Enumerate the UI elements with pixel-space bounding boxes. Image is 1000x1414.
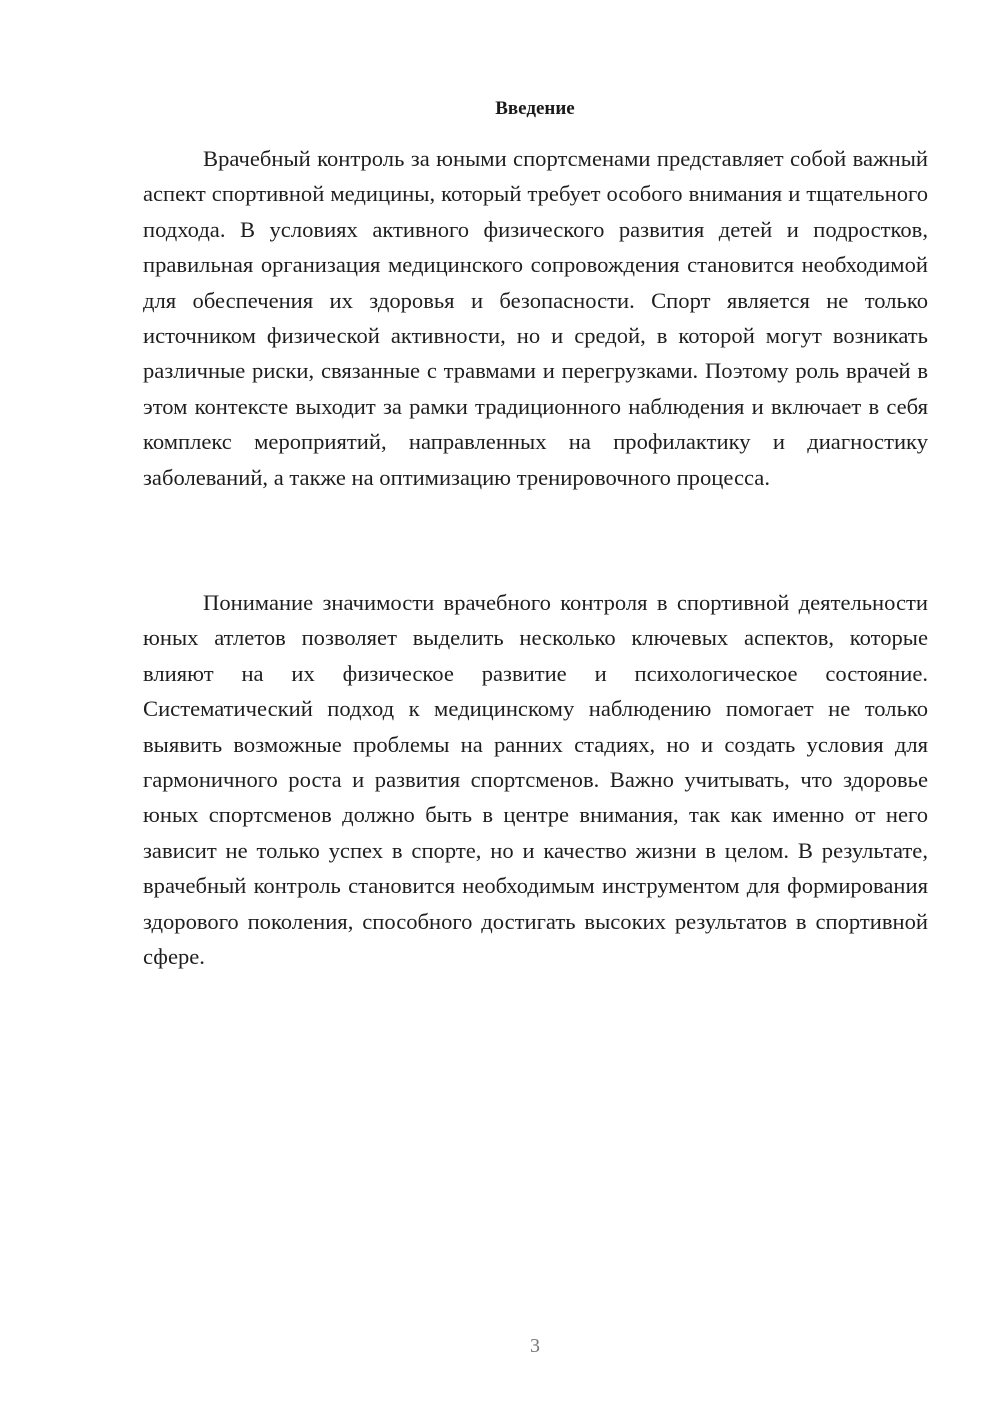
paragraph-1: Врачебный контроль за юными спортсменами представляет собой важный аспект спортивной медицины, который требует особого внимания и тщательного подхода. В условиях активного физического развития детей и подростков, правильная организация медицинского сопровождения становится необходимой для обеспечения их здоровья и безопасности. Спорт является не только источником физической активности, но и средой, в которой могут возникать различные риски, связанные с травмами и перегрузками. Поэтому роль врачей в этом контексте выходит за рамки традиционного наблюдения и включает в себя комплекс мероприятий, направленных на профилактику и диагностику заболеваний, а также на оптимизацию тренировочного процесса. (143, 146, 928, 490)
page-number: 3 (530, 1335, 540, 1357)
section-title: Введение (495, 98, 575, 119)
paragraph-2: Понимание значимости врачебного контроля в спортивной деятельности юных атлетов позволяет выделить несколько ключевых аспектов, которые влияют на их физическое развитие и психологическое состояние. Систематический подход к медицинскому наблюдению помогает не только выявить возможные проблемы на ранних стадиях, но и создать условия для гармоничного роста и развития спортсменов. Важно учитывать, что здоровье юных спортсменов должно быть в центре внимания, так как именно от него зависит не только успех в спорте, но и качество жизни в целом. В результате, врачебный контроль становится необходимым инструментом для формирования здорового поколения, способного достигать высоких результатов в спортивной сфере. (143, 590, 928, 970)
